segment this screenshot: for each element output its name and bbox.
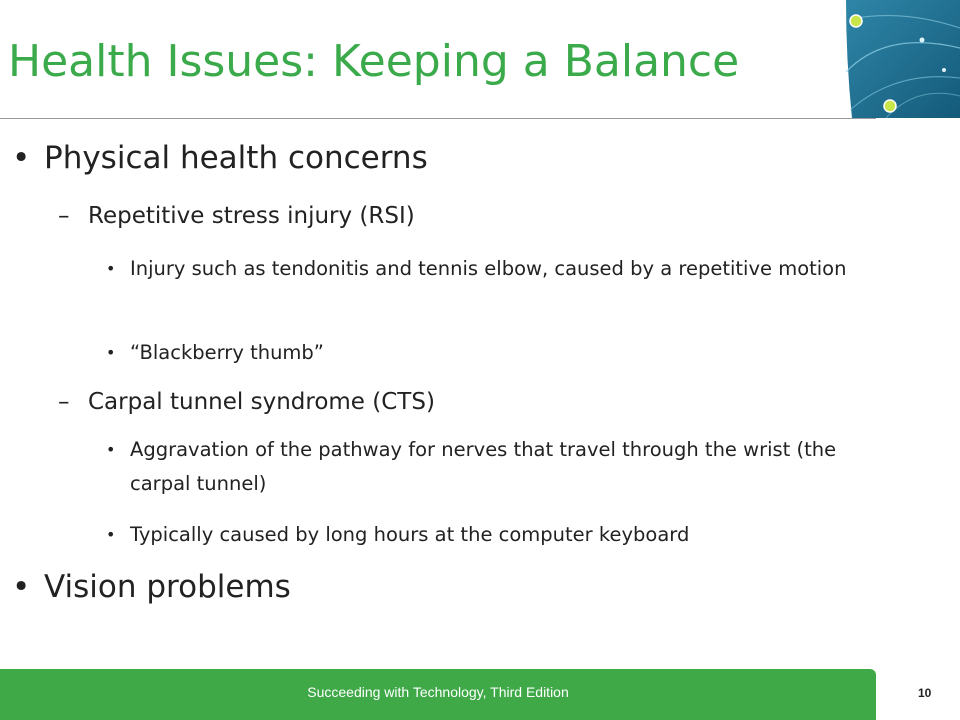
footer-text: Succeeding with Technology, Third Edition — [307, 684, 569, 700]
bullet-text: Injury such as tendonitis and tennis elbow, caused by a repetitive motion — [130, 257, 847, 280]
bullet-text: Typically caused by long hours at the computer keyboard — [130, 523, 690, 546]
slide-title: Health Issues: Keeping a Balance — [8, 36, 740, 87]
bullet-text: Vision problems — [44, 569, 291, 605]
bullet-text: “Blackberry thumb” — [130, 341, 324, 364]
bullet-text: Repetitive stress injury (RSI) — [88, 203, 415, 229]
bullet-marker: • — [106, 525, 116, 544]
bullet-text: Aggravation of the pathway for nerves that travel through the wrist (the carpal tunnel) — [130, 438, 837, 495]
bullet-marker: • — [106, 440, 116, 459]
page-number: 10 — [918, 686, 932, 700]
bullet-text: Carpal tunnel syndrome (CTS) — [88, 389, 435, 415]
bullet-marker: • — [106, 259, 116, 278]
dash-marker: – — [58, 389, 70, 415]
bullet-marker: • — [12, 569, 31, 605]
bullet-marker: • — [106, 343, 116, 362]
dash-marker: – — [58, 203, 70, 229]
bullet-marker: • — [12, 140, 31, 176]
bullet-text: Physical health concerns — [44, 140, 428, 176]
